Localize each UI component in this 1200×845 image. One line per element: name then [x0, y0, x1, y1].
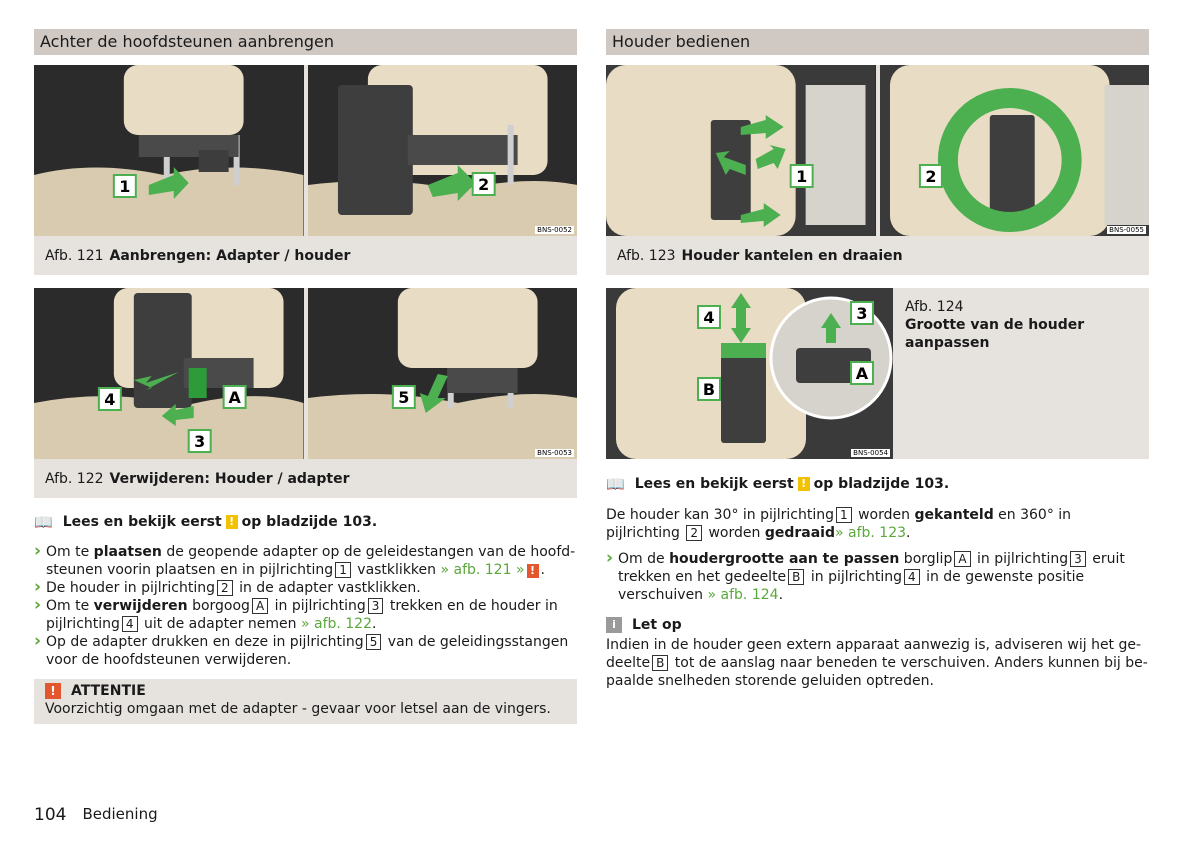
figure-code: BNS-0052 — [537, 226, 572, 234]
photo-holder-attach — [308, 65, 578, 236]
figure-link[interactable]: » afb. 123 — [835, 525, 907, 541]
section-heading: Houder bedienen — [606, 29, 1149, 55]
list-item: › Om te plaatsen de geopende adapter op de geleidestangen van de hoofdsteunen voorin plaatsen en in pijlrichting 1 vastklikken » afb. 121 » ! . — [34, 543, 577, 579]
figure-link[interactable]: » afb. 122 — [300, 616, 373, 632]
label-B: B — [702, 380, 716, 399]
note-text: Indien in de houder geen extern apparaat aanwezig is, adviseren wij het gedeelte B tot de aanslag naar beneden te verschuiven. Anders kunnen bij bepaalde snelheden storende geluiden optreden. — [606, 637, 1148, 689]
book-icon: 📖 — [606, 475, 625, 493]
figure-caption — [34, 459, 577, 498]
photo-holder-remove — [34, 288, 304, 459]
figure-code: BNS-0053 — [537, 449, 572, 457]
label-1: 1 — [119, 176, 131, 197]
label-5: 5 — [397, 387, 409, 408]
figure-122 — [34, 288, 577, 498]
warning-icon: ! — [798, 477, 810, 491]
read-first-line: 📖 Lees en bekijk eerst ! op bladzijde 103. — [606, 475, 950, 493]
marker-box: B — [788, 569, 804, 585]
photo-holder-rotate — [880, 65, 1150, 236]
figure-caption — [34, 236, 577, 275]
marker-box: A — [252, 598, 268, 614]
photo-holder-resize — [606, 288, 893, 459]
section-name: Bediening — [82, 805, 158, 823]
label-2: 2 — [477, 174, 489, 195]
marker-box: B — [652, 655, 668, 671]
figure-link[interactable]: » afb. 121 » — [440, 562, 525, 578]
figure-title: Verwijderen: Houder / adapter — [109, 470, 350, 487]
figure-code: BNS-0055 — [1109, 226, 1144, 234]
right-column — [606, 29, 1149, 690]
warning-icon: ! — [226, 515, 238, 529]
figure-title: Aanbrengen: Adapter / houder — [109, 247, 351, 264]
photo-adapter-remove — [308, 288, 578, 459]
warning-icon: ! — [527, 564, 539, 578]
figure-number: Afb. 123 — [617, 247, 676, 264]
figure-number: Afb. 122 — [45, 470, 104, 487]
label-A: A — [855, 364, 869, 383]
figure-code: BNS-0054 — [853, 449, 888, 457]
info-icon: i — [606, 617, 622, 633]
marker-box: A — [954, 551, 970, 567]
label-4: 4 — [703, 308, 715, 327]
section-heading: Achter de hoofdsteunen aanbrengen — [34, 29, 577, 55]
figure-number: Afb. 121 — [45, 247, 104, 264]
list-item: › Op de adapter drukken en deze in pijlrichting 5 van de geleidingsstangen voor de hoofdsteunen verwijderen. — [34, 633, 577, 669]
figure-photos — [606, 65, 1149, 236]
photo-adapter-attach — [34, 65, 304, 236]
book-icon: 📖 — [34, 513, 53, 531]
instruction-list — [34, 543, 577, 669]
label-4: 4 — [104, 389, 116, 410]
marker-box: 3 — [1070, 551, 1086, 567]
label-3: 3 — [194, 431, 206, 452]
attention-text: Voorzichtig omgaan met de adapter - gevaar voor letsel aan de vingers. — [45, 701, 551, 717]
label-3: 3 — [856, 304, 868, 323]
figure-title: Grootte van de houder aanpassen — [905, 317, 1085, 351]
attention-box — [34, 679, 577, 724]
list-item: › Om te verwijderen borgoog A in pijlrichting 3 trekken en de houder in pijlrichting 4 uit de adapter nemen » afb. 122. — [34, 597, 577, 633]
figure-photos — [34, 65, 577, 236]
marker-box: 1 — [335, 562, 351, 578]
warning-icon: ! — [45, 683, 61, 699]
figure-side-caption — [893, 288, 1149, 459]
marker-box: 2 — [686, 525, 702, 541]
figure-121 — [34, 65, 577, 275]
list-item: › Om de houdergrootte aan te passen borglip A in pijlrichting 3 eruit trekken en het gedeelte B in pijlrichting 4 in de gewenste positie verschuiven » afb. 124. — [606, 550, 1149, 604]
figure-123 — [606, 65, 1149, 275]
marker-box: 1 — [836, 507, 852, 523]
attention-heading: ! ATTENTIE — [45, 682, 566, 700]
marker-box: 5 — [366, 634, 382, 650]
figure-title: Houder kantelen en draaien — [681, 247, 903, 264]
figure-photos — [34, 288, 577, 459]
marker-box: 4 — [904, 569, 920, 585]
figure-124 — [606, 288, 1149, 459]
read-first-line: 📖 Lees en bekijk eerst ! op bladzijde 103. — [34, 513, 378, 531]
list-item: › De houder in pijlrichting 2 in de adapter vastklikken. — [34, 579, 577, 597]
left-column — [34, 29, 577, 724]
label-1: 1 — [796, 166, 808, 187]
figure-number: Afb. 124 — [905, 299, 964, 315]
paragraph: De houder kan 30° in pijlrichting 1 worden gekanteld en 360° in pijlrichting 2 worden gedraaid» afb. 123. — [606, 507, 1072, 541]
figure-caption — [606, 236, 1149, 275]
figure-link[interactable]: » afb. 124 — [707, 587, 779, 603]
note-heading: i Let op — [606, 616, 1149, 634]
marker-box: 4 — [122, 616, 138, 632]
marker-box: 2 — [217, 580, 233, 596]
label-A: A — [228, 387, 241, 408]
marker-box: 3 — [368, 598, 384, 614]
page-footer — [34, 805, 158, 825]
page-number: 104 — [34, 805, 67, 825]
photo-holder-tilt — [606, 65, 876, 236]
label-2: 2 — [924, 166, 936, 187]
